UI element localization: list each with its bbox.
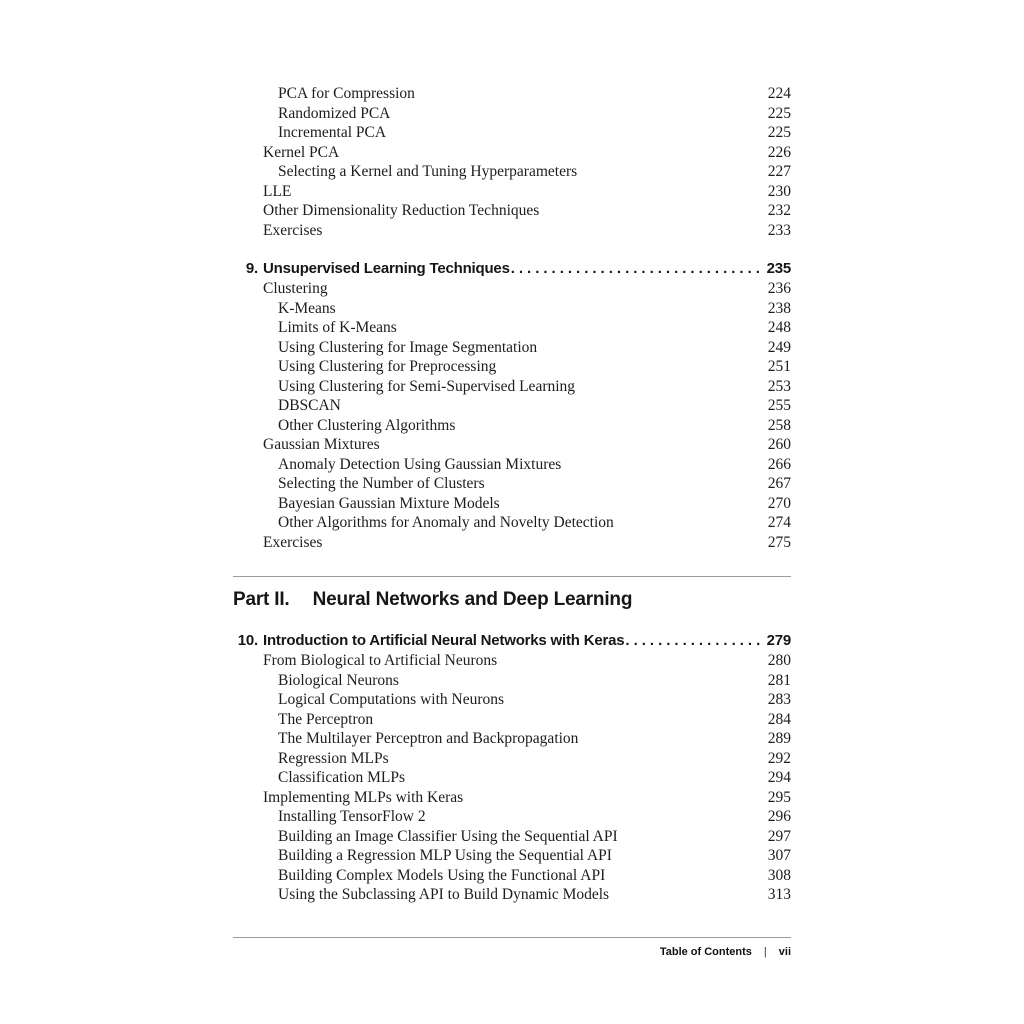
toc-entry [233, 866, 791, 886]
toc-entry-page: 258 [767, 416, 791, 434]
footer-page-number: vii [778, 946, 791, 958]
toc-entry [233, 533, 791, 553]
toc-entry [233, 338, 791, 358]
part-label: Part II. [233, 589, 290, 610]
toc-entry-title: Implementing MLPs with Keras [263, 788, 464, 806]
part-heading-line [233, 587, 791, 612]
chapter-title: Introduction to Artificial Neural Networks with Keras [263, 632, 625, 649]
toc-entry-title: Using the Subclassing API to Build Dynamic Models [278, 886, 610, 903]
toc-entry [233, 749, 791, 769]
part-heading [233, 576, 791, 612]
toc-entry-page: 249 [767, 338, 791, 356]
toc-entry [233, 651, 791, 671]
toc-entry-title: Regression MLPs [278, 749, 389, 767]
toc-entry-page: 253 [767, 377, 791, 395]
toc-entry-title: The Multilayer Perceptron and Backpropagation [278, 730, 579, 747]
toc-entry-title: Using Clustering for Image Segmentation [278, 338, 538, 356]
toc-entry-page: 307 [767, 847, 791, 864]
toc-entry [233, 513, 791, 533]
toc-entry-page: 266 [767, 455, 791, 473]
toc-chapter-heading [233, 630, 791, 651]
toc-entry-title: Other Clustering Algorithms [278, 416, 456, 434]
toc-entry-title: Building an Image Classifier Using the Sequential API [278, 827, 618, 845]
toc-entry-page: 225 [767, 104, 791, 122]
toc-entry-page: 226 [767, 143, 791, 161]
toc-entry-page: 292 [767, 749, 791, 767]
toc-entry-page: 297 [767, 827, 791, 845]
toc-entry-title: Other Dimensionality Reduction Techniques [263, 202, 540, 219]
toc-entry [233, 807, 791, 827]
toc-entry [233, 729, 791, 749]
toc-entry [233, 221, 791, 241]
toc-entry-title: Incremental PCA [278, 124, 387, 141]
chapter-title: Unsupervised Learning Techniques [263, 260, 510, 277]
toc-entry-page: 225 [767, 124, 791, 141]
toc-entry-page: 270 [767, 494, 791, 512]
toc-entry-page: 230 [767, 182, 791, 200]
toc-entry-page: 275 [767, 533, 791, 551]
dot-leader [625, 630, 759, 651]
toc-entry-page: 294 [767, 769, 791, 786]
toc-entry-title: Other Algorithms for Anomaly and Novelty Detection [278, 514, 614, 531]
toc-entry-page: 227 [767, 163, 791, 180]
toc-entry [233, 788, 791, 808]
toc-entry [233, 182, 791, 202]
section-divider-rule [233, 576, 791, 577]
toc-entry [233, 768, 791, 788]
toc-entry-title: K-Means [278, 299, 336, 317]
toc-entry [233, 104, 791, 124]
toc-entry-page: 280 [767, 652, 791, 669]
toc-entry [233, 143, 791, 163]
toc-entry-page: 255 [767, 397, 791, 414]
toc-entry-page: 232 [767, 202, 791, 219]
toc-entry-page: 313 [767, 886, 791, 903]
toc-entry-title: Logical Computations with Neurons [278, 691, 505, 708]
toc-entry [233, 710, 791, 730]
toc-entry [233, 885, 791, 905]
toc-entry-title: Clustering [263, 280, 328, 297]
toc-entry [233, 318, 791, 338]
toc-entry-title: Using Clustering for Semi-Supervised Learning [278, 377, 576, 395]
toc-entry-page: 224 [767, 85, 791, 102]
toc-entry-title: Kernel PCA [263, 143, 340, 161]
toc-entry-title: Exercises [263, 221, 323, 239]
toc-chapter-heading [233, 258, 791, 279]
toc-entry-page: 284 [767, 710, 791, 728]
toc-entry-title: Classification MLPs [278, 769, 406, 786]
toc-entry-title: Gaussian Mixtures [263, 436, 380, 453]
toc-entry-title: Using Clustering for Preprocessing [278, 358, 497, 375]
toc-entry-page: 267 [767, 475, 791, 492]
toc-entry-page: 296 [767, 808, 791, 825]
toc-entry [233, 435, 791, 455]
toc-entry-title: Limits of K-Means [278, 319, 397, 336]
table-of-contents [233, 84, 791, 905]
toc-entry [233, 84, 791, 104]
toc-entry-title: DBSCAN [278, 397, 341, 414]
toc-entry-title: Bayesian Gaussian Mixture Models [278, 494, 500, 512]
chapter-number: 9. [245, 260, 258, 277]
toc-entry [233, 357, 791, 377]
toc-entry-page: 274 [767, 514, 791, 531]
toc-entry-title: The Perceptron [278, 710, 374, 728]
toc-entry-page: 308 [767, 866, 791, 884]
toc-entry [233, 671, 791, 691]
toc-entry-page: 238 [767, 299, 791, 317]
toc-entry [233, 396, 791, 416]
toc-entry-page: 281 [767, 671, 791, 689]
toc-entry-page: 295 [767, 788, 791, 806]
page-footer [233, 937, 791, 958]
toc-entry [233, 827, 791, 847]
toc-entry-title: Randomized PCA [278, 104, 391, 122]
chapter-page: 279 [766, 632, 791, 649]
toc-entry [233, 455, 791, 475]
toc-entry [233, 846, 791, 866]
toc-entry [233, 377, 791, 397]
toc-entry [233, 690, 791, 710]
toc-entry-title: Biological Neurons [278, 671, 399, 689]
toc-entry [233, 494, 791, 514]
toc-entry-title: Anomaly Detection Using Gaussian Mixtures [278, 455, 562, 473]
toc-entry [233, 416, 791, 436]
toc-entry [233, 123, 791, 143]
dot-leader [511, 258, 760, 279]
toc-entry [233, 299, 791, 319]
toc-entry-page: 233 [767, 221, 791, 239]
toc-entry-page: 236 [767, 280, 791, 297]
part-title: Neural Networks and Deep Learning [312, 589, 633, 610]
footer-separator: | [763, 946, 767, 958]
footer-section-label: Table of Contents [659, 946, 752, 958]
toc-entry-page: 251 [767, 358, 791, 375]
toc-entry [233, 474, 791, 494]
toc-entry-title: Building Complex Models Using the Functional API [278, 866, 606, 884]
toc-entry-page: 248 [767, 319, 791, 336]
toc-entry [233, 279, 791, 299]
toc-entry-title: Exercises [263, 533, 323, 551]
toc-entry-page: 283 [767, 691, 791, 708]
toc-entry-page: 260 [767, 436, 791, 453]
toc-entry-title: From Biological to Artificial Neurons [263, 652, 498, 669]
toc-entry-title: Building a Regression MLP Using the Sequential API [278, 847, 612, 864]
toc-entry-page: 289 [767, 730, 791, 747]
toc-entry [233, 201, 791, 221]
chapter-page: 235 [766, 260, 791, 277]
toc-entry-title: LLE [263, 182, 292, 200]
toc-entry-title: PCA for Compression [278, 85, 415, 102]
toc-entry-title: Selecting the Number of Clusters [278, 475, 485, 492]
chapter-number: 10. [237, 632, 258, 649]
toc-entry-title: Installing TensorFlow 2 [278, 808, 426, 825]
toc-entry-title: Selecting a Kernel and Tuning Hyperparameters [278, 163, 578, 180]
toc-entry [233, 162, 791, 182]
